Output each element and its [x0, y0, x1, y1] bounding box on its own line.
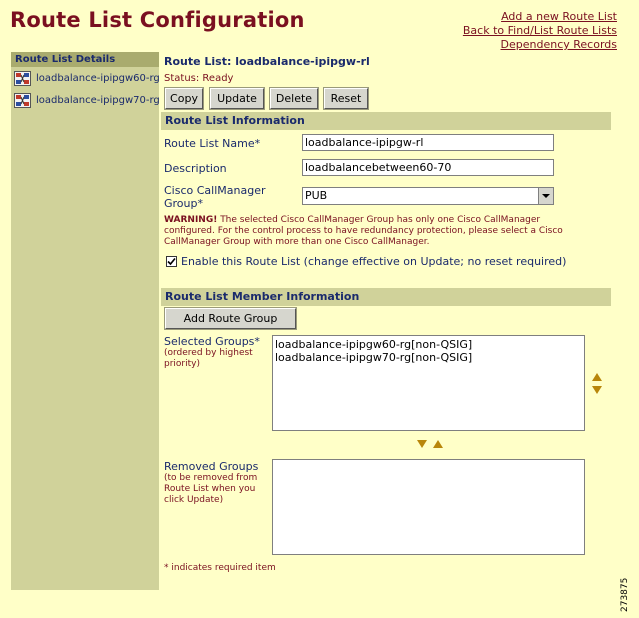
route-list-member-information-header: Route List Member Information	[161, 288, 611, 306]
sidebar-item-label: loadbalance-ipipgw70-rg	[36, 94, 160, 106]
description-input[interactable]: loadbalancebetween60-70	[302, 159, 554, 176]
selected-groups-listbox[interactable]	[272, 335, 585, 431]
removed-groups-label: Removed Groups	[164, 460, 259, 473]
description-label: Description	[164, 162, 227, 175]
back-to-find-list-link[interactable]: Back to Find/List Route Lists	[462, 24, 617, 37]
removed-groups-listbox[interactable]	[272, 459, 585, 555]
warning-line-2: configured. For the control process to have redundancy protection, please select a Cisco	[164, 226, 563, 236]
status-value: Ready	[202, 73, 234, 84]
route-list-heading-name: loadbalance-ipipgw-rl	[235, 55, 370, 68]
enable-route-list-label: Enable this Route List (change effective on Update; no reset required)	[181, 255, 567, 268]
sidebar-item-label: loadbalance-ipipgw60-rg	[36, 72, 160, 84]
sidebar-item-route-group-60[interactable]	[14, 69, 160, 87]
warning-line-1: The selected Cisco CallManager Group has only one Cisco CallManager	[217, 215, 541, 225]
enable-route-list-row	[166, 255, 566, 268]
removed-groups-hint-line3: click Update)	[164, 495, 224, 505]
route-list-heading	[164, 55, 370, 68]
removed-groups-hint-line2: Route List when you	[164, 484, 256, 494]
selected-groups-label: Selected Groups*	[164, 335, 260, 348]
sidebar-header: Route List Details	[11, 52, 159, 67]
selected-groups-hint-line1: (ordered by highest	[164, 348, 253, 358]
sidebar-item-route-group-70[interactable]	[14, 91, 160, 109]
checkmark-icon	[167, 257, 176, 266]
restore-arrow-up-icon[interactable]	[432, 439, 444, 449]
delete-button[interactable]: Delete	[270, 88, 318, 109]
move-up-arrow-icon[interactable]	[591, 372, 603, 382]
page-title: Route List Configuration	[10, 8, 305, 32]
status-label: Status:	[164, 73, 200, 84]
enable-route-list-checkbox[interactable]	[166, 256, 177, 267]
callmanager-group-label-line2: Group*	[164, 197, 203, 210]
warning-title: WARNING!	[164, 215, 218, 225]
callmanager-group-label-line1: Cisco CallManager	[164, 184, 266, 197]
move-down-arrow-icon[interactable]	[591, 385, 603, 395]
warning-message	[164, 215, 609, 248]
callmanager-group-selected-value: PUB	[305, 189, 328, 202]
route-list-information-header: Route List Information	[161, 112, 611, 130]
route-group-icon	[14, 93, 31, 108]
dependency-records-link[interactable]: Dependency Records	[500, 38, 617, 51]
selected-groups-hint-line2: priority)	[164, 359, 200, 369]
selected-groups-hint	[164, 348, 253, 370]
status-line	[164, 73, 233, 84]
route-list-name-label: Route List Name*	[164, 137, 261, 150]
copy-button[interactable]: Copy	[165, 88, 203, 109]
warning-line-3: CallManager Group with more than one Cisco CallManager.	[164, 237, 430, 247]
reset-button[interactable]: Reset	[324, 88, 368, 109]
removed-groups-hint	[164, 473, 257, 506]
remove-arrow-down-icon[interactable]	[416, 439, 428, 449]
chevron-down-icon	[539, 188, 553, 204]
sidebar	[11, 52, 159, 590]
figure-id: 273875	[620, 577, 630, 612]
add-new-route-list-link[interactable]: Add a new Route List	[501, 10, 617, 23]
add-route-group-button[interactable]: Add Route Group	[165, 308, 296, 329]
list-item[interactable]: loadbalance-ipipgw60-rg[non-QSIG]	[275, 338, 473, 351]
dropdown-button[interactable]	[538, 188, 553, 204]
route-list-heading-prefix: Route List:	[164, 55, 232, 68]
callmanager-group-select[interactable]	[302, 187, 554, 205]
list-item[interactable]: loadbalance-ipipgw70-rg[non-QSIG]	[275, 351, 473, 364]
route-list-name-input[interactable]: loadbalance-ipipgw-rl	[302, 134, 554, 151]
required-footnote: * indicates required item	[164, 563, 276, 573]
update-button[interactable]: Update	[210, 88, 264, 109]
removed-groups-hint-line1: (to be removed from	[164, 473, 258, 483]
route-group-icon	[14, 71, 31, 86]
